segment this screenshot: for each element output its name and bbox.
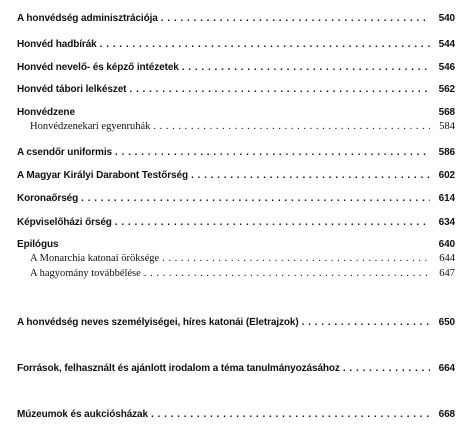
leader-dots	[162, 253, 430, 264]
toc-entry-page: 586	[438, 147, 455, 158]
toc-entry-page: 568	[438, 107, 455, 118]
leader-dots	[115, 147, 430, 158]
toc-entry-title: Koronaőrség	[17, 193, 79, 204]
toc-entry	[17, 39, 455, 50]
toc-entry	[17, 317, 455, 328]
toc-entry	[17, 239, 455, 250]
toc-entry-page: 540	[438, 13, 455, 24]
toc-entry-title: A honvédség adminisztrációja	[17, 13, 158, 24]
toc-entry-title: Honvéd nevelő- és képző intézetek	[17, 62, 179, 73]
toc-entry-title: Honvéd tábori lelkészet	[17, 84, 127, 95]
leader-dots	[343, 363, 430, 374]
toc-subentry-page: 644	[439, 253, 455, 264]
toc-entry-title: Források, felhasznált és ajánlott irodalom a téma tanulmányozásához	[17, 363, 340, 374]
toc-entry	[17, 217, 455, 228]
toc-entry-page: 634	[438, 217, 455, 228]
toc-entry-page: 640	[438, 239, 455, 250]
toc-entry-title: Honvédzene	[17, 107, 75, 118]
toc-entry-title: A honvédség neves személyiségei, híres katonái (Életrajzok)	[17, 317, 299, 328]
toc-entry	[17, 13, 455, 24]
leader-dots	[161, 13, 430, 24]
leader-dots	[153, 121, 430, 132]
leader-dots	[191, 170, 430, 181]
toc-entry	[17, 84, 455, 95]
toc-subentry	[17, 121, 455, 132]
toc-entry-title: A csendőr uniformis	[17, 147, 112, 158]
toc-entry-title: A Magyar Királyi Darabont Testőrség	[17, 170, 188, 181]
toc-entry	[17, 62, 455, 73]
toc-entry	[17, 193, 455, 204]
toc-entry	[17, 147, 455, 158]
leader-dots	[182, 62, 430, 73]
toc-entry-page: 544	[438, 39, 455, 50]
toc-subentry-title: A hagyomány továbbélése	[30, 268, 141, 279]
toc-entry-title: Honvéd hadbírák	[17, 39, 97, 50]
toc-entry	[17, 107, 455, 118]
toc-entry-title: Múzeumok és aukciósházak	[17, 409, 148, 420]
toc-subentry-title: Honvédzenekari egyenruhák	[30, 121, 151, 132]
toc-entry-page: 650	[438, 317, 455, 328]
toc-entry-page: 546	[438, 62, 455, 73]
toc-entry-page: 602	[438, 170, 455, 181]
toc-subentry	[17, 268, 455, 279]
toc-entry-title: Képviselőházi őrség	[17, 217, 112, 228]
leader-dots	[115, 217, 430, 228]
toc-entry-page: 668	[438, 409, 455, 420]
leader-dots	[144, 268, 430, 279]
leader-dots	[302, 317, 430, 328]
leader-dots	[81, 193, 430, 204]
toc-subentry-page: 584	[439, 121, 455, 132]
leader-dots	[151, 409, 430, 420]
toc-entry-title: Epilógus	[17, 239, 59, 250]
toc-subentry-title: A Monarchia katonai öröksége	[30, 253, 160, 264]
toc-subentry	[17, 253, 455, 264]
toc-entry-page: 664	[438, 363, 455, 374]
toc-entry	[17, 170, 455, 181]
leader-dots	[129, 84, 430, 95]
toc-subentry-page: 647	[439, 268, 455, 279]
toc-entry	[17, 363, 455, 374]
toc-entry-page: 614	[438, 193, 455, 204]
toc-entry	[17, 409, 455, 420]
leader-dots	[100, 39, 430, 50]
toc-entry-page: 562	[438, 84, 455, 95]
